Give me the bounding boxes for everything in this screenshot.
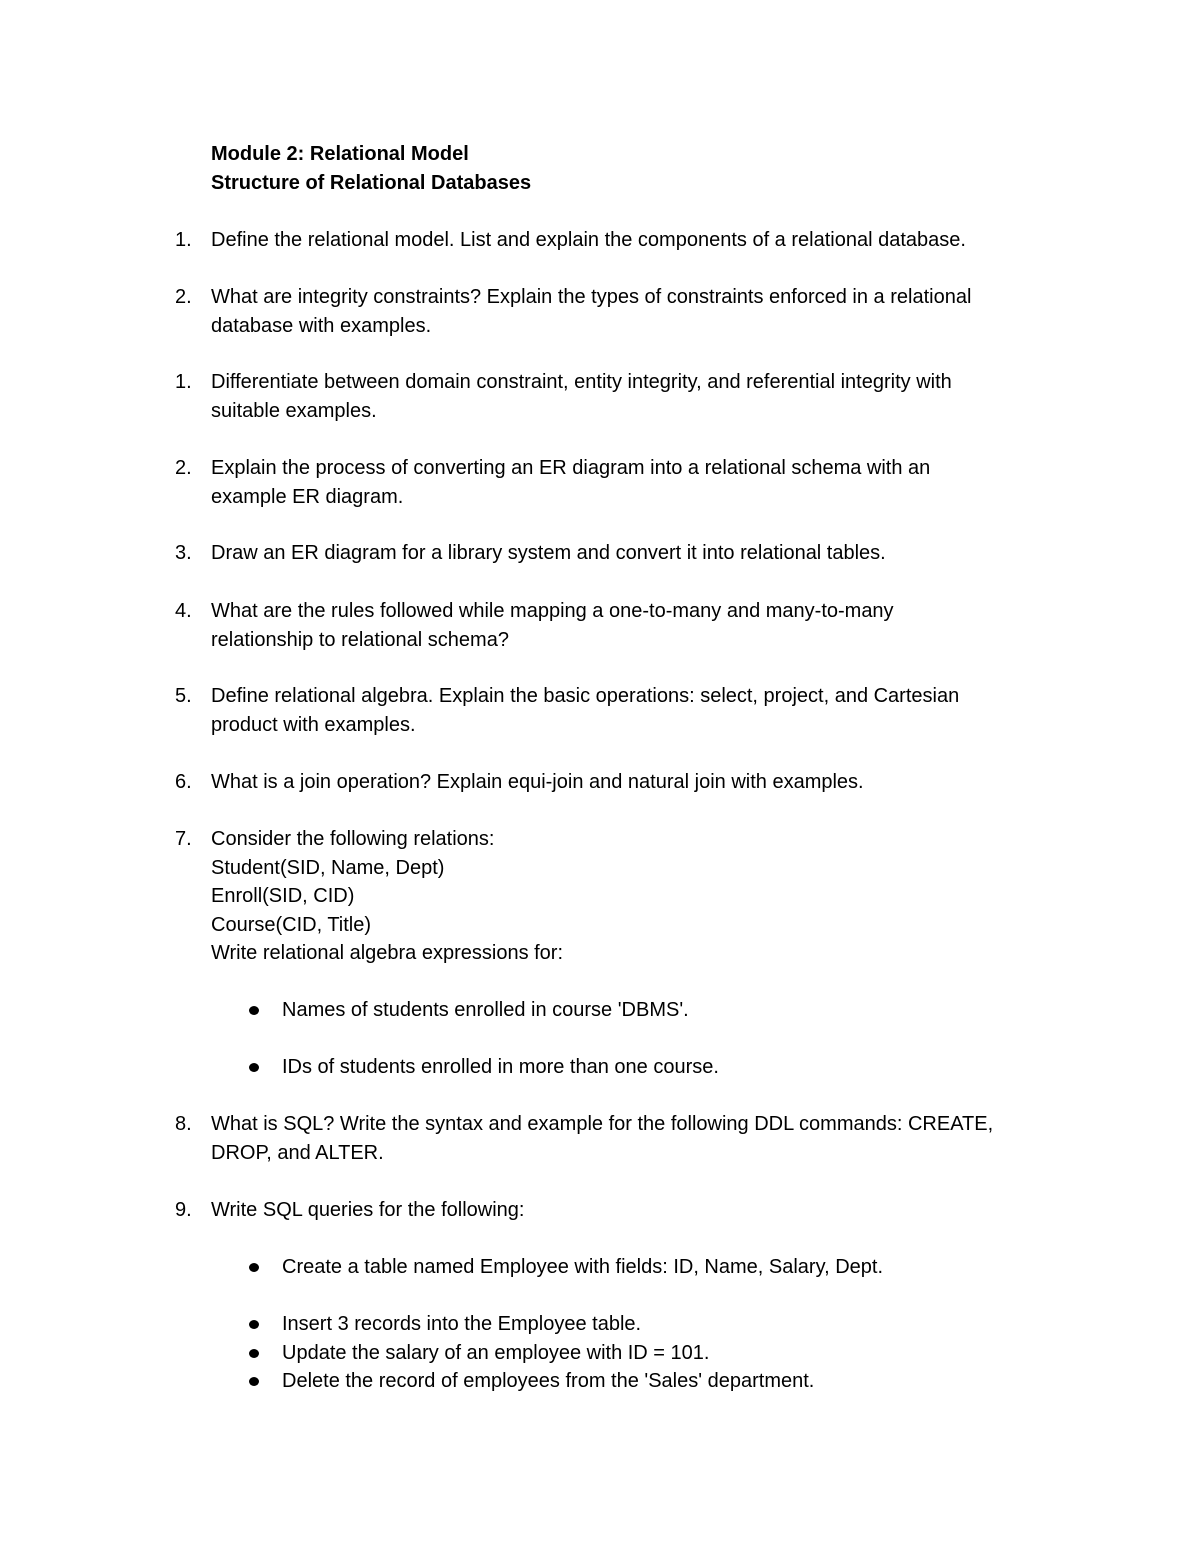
question-line: What is SQL? Write the syntax and example for the following DDL commands: CREATE, xyxy=(211,1113,994,1135)
question-line: What are integrity constraints? Explain the types of constraints enforced in a relational xyxy=(211,286,972,308)
bullet-icon xyxy=(249,1263,259,1272)
question-line: Explain the process of converting an ER diagram into a relational schema with an xyxy=(211,457,931,479)
question-text xyxy=(211,539,1081,568)
question-text xyxy=(211,226,1081,255)
bullet-icon xyxy=(249,1320,259,1329)
bullet-text: IDs of students enrolled in more than one course. xyxy=(282,1056,719,1078)
bullet-text: Create a table named Employee with fields: ID, Name, Salary, Dept. xyxy=(282,1256,884,1278)
question-line: Define the relational model. List and explain the components of a relational database. xyxy=(211,229,966,251)
question-line: Differentiate between domain constraint, entity integrity, and referential integrity with xyxy=(211,371,952,393)
question-line: Define relational algebra. Explain the basic operations: select, project, and Cartesian xyxy=(211,685,960,707)
question-number: 8. xyxy=(175,1113,192,1135)
question-text xyxy=(211,825,1081,968)
question-number: 2. xyxy=(175,286,192,308)
question-number: 7. xyxy=(175,828,192,850)
question-line: database with examples. xyxy=(211,314,432,337)
module-title: Module 2: Relational Model xyxy=(211,143,469,165)
bullet-icon xyxy=(249,1349,259,1358)
question-line: Enroll(SID, CID) xyxy=(211,885,355,907)
question-number: 3. xyxy=(175,542,192,564)
question-number: 5. xyxy=(175,685,192,707)
question-line: Course(CID, Title) xyxy=(211,913,372,936)
question-text xyxy=(211,283,1081,340)
question-text xyxy=(211,768,1081,797)
question-line: Draw an ER diagram for a library system and convert it into relational tables. xyxy=(211,542,886,564)
question-line: suitable examples. xyxy=(211,399,377,422)
question-line: Student(SID, Name, Dept) xyxy=(211,856,445,879)
question-number: 6. xyxy=(175,771,192,793)
bullet-icon xyxy=(249,1006,259,1015)
bullet-icon xyxy=(249,1063,259,1072)
document-heading xyxy=(211,140,531,198)
question-line: What are the rules followed while mapping a one-to-many and many-to-many xyxy=(211,600,894,622)
question-number: 2. xyxy=(175,457,192,479)
question-number: 1. xyxy=(175,229,192,251)
question-line: DROP, and ALTER. xyxy=(211,1141,384,1164)
question-number: 1. xyxy=(175,371,192,393)
question-text xyxy=(211,368,1081,425)
question-text xyxy=(211,682,1081,739)
question-line: relationship to relational schema? xyxy=(211,628,509,651)
question-number: 9. xyxy=(175,1199,192,1221)
section-title: Structure of Relational Databases xyxy=(211,172,532,194)
question-line: example ER diagram. xyxy=(211,485,404,508)
bullet-text: Delete the record of employees from the 'Sales' department. xyxy=(282,1370,815,1392)
bullet-text: Names of students enrolled in course 'DBMS'. xyxy=(282,999,689,1021)
bullet-icon xyxy=(249,1377,259,1386)
question-text xyxy=(211,597,1081,654)
question-line: Consider the following relations: xyxy=(211,828,495,850)
bullet-text: Update the salary of an employee with ID = 101. xyxy=(282,1342,710,1364)
question-text xyxy=(211,454,1081,511)
question-text xyxy=(211,1110,1081,1167)
bullet-text: Insert 3 records into the Employee table. xyxy=(282,1313,642,1335)
question-line: product with examples. xyxy=(211,713,416,736)
question-line: Write relational algebra expressions for: xyxy=(211,942,564,964)
question-text xyxy=(211,1196,1081,1225)
question-number: 4. xyxy=(175,600,192,622)
question-line: Write SQL queries for the following: xyxy=(211,1199,525,1221)
question-line: What is a join operation? Explain equi-join and natural join with examples. xyxy=(211,771,864,793)
